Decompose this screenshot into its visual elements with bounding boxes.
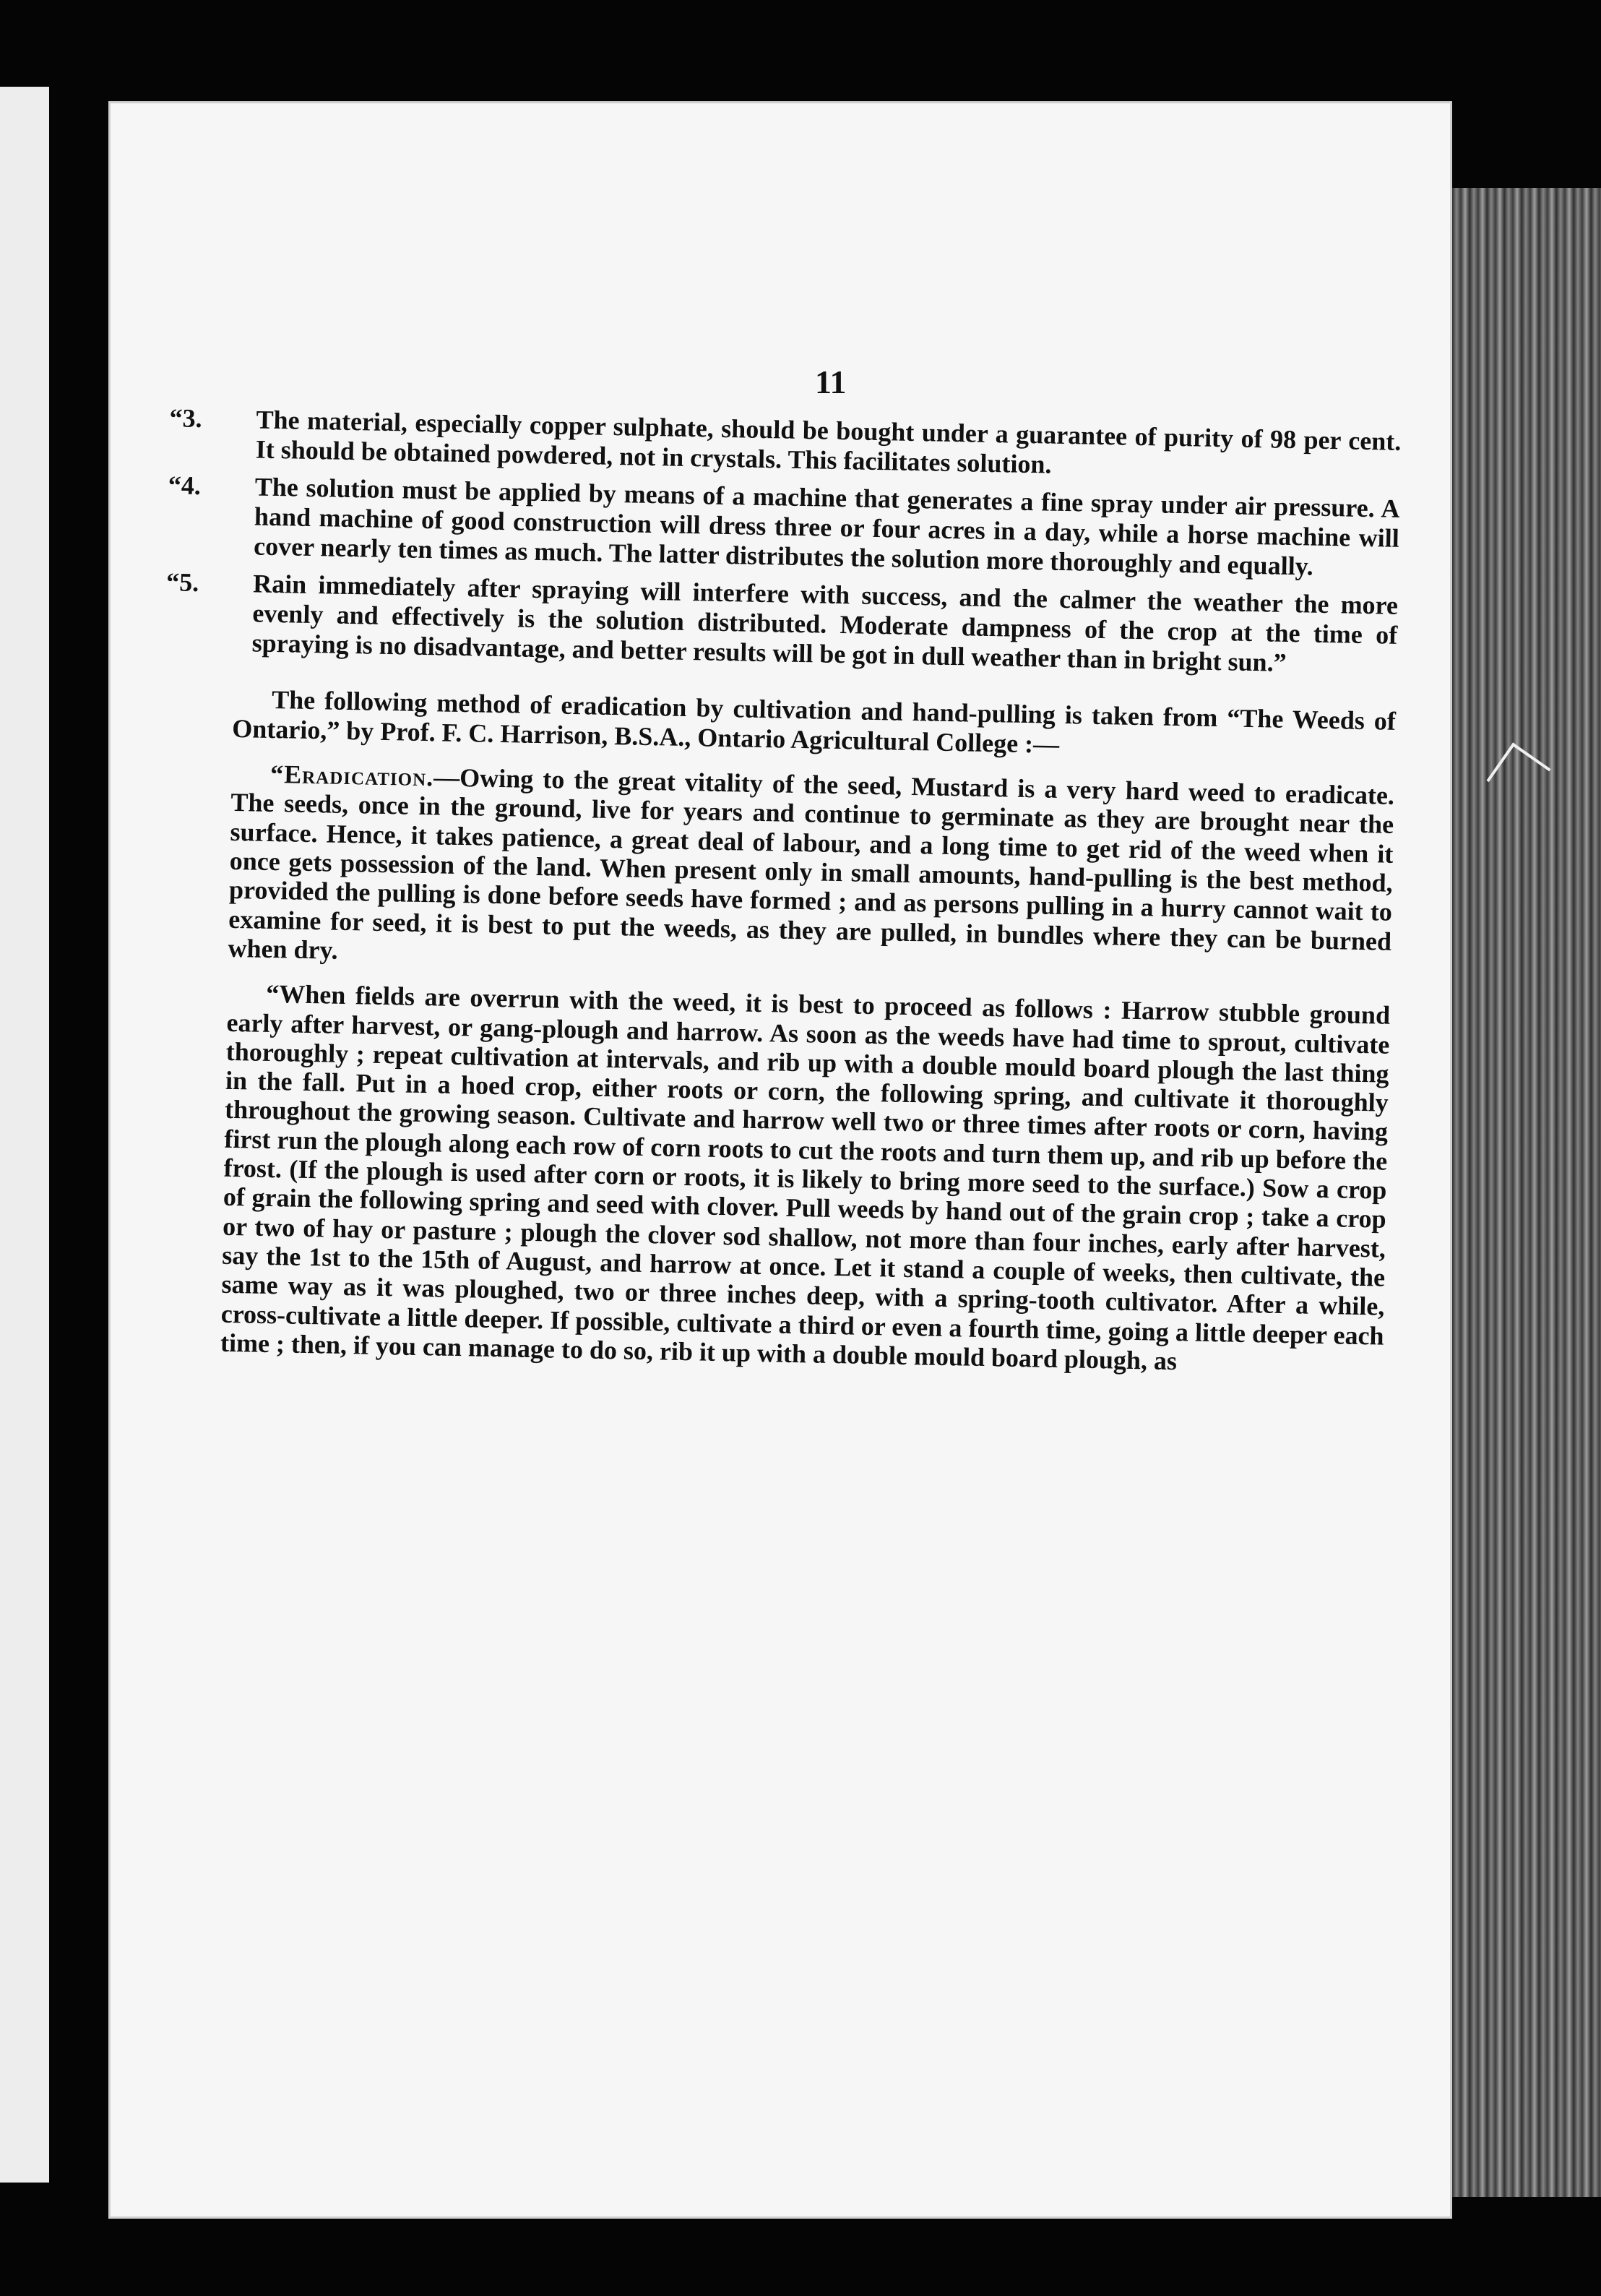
item-text: The material, especially copper sulphate, should be bought under a guarantee of purity of 98 per cent. It should be obtained powdered, not in crystals. This facilitates solution.	[255, 405, 1402, 479]
page-number: 11	[815, 364, 847, 400]
item-text: Rain immediately after spraying will interfere with success, and the calmer the weather the more evenly and effectively is the solution distributed. Moderate dampness of the crop at the time of spraying is no disadvantage, and better results will be got in dull weather than in bright sun.”	[251, 569, 1399, 677]
eradication-paragraph	[228, 759, 1394, 985]
item-text: The solution must be applied by means of a machine that generates a fine spray under air pressure. A hand machine of good construction will dress three or four acres in a day, while a horse machine will cover nearly ten times as much. The latter distributes the solution more thoroughly and equally.	[253, 472, 1400, 581]
page-content	[165, 403, 1402, 1396]
intro-paragraph: The following method of eradication by cultivation and hand-pulling is taken from “The Weeds of Ontario,” by Prof. F. C. Harrison, B.S.A., Ontario Agricultural College :—	[232, 685, 1397, 759]
left-binding-board	[0, 87, 49, 2183]
page-edge-shadow	[1452, 188, 1601, 2197]
eradication-body: —Owing to the great vitality of the seed, Mustard is a very hard weed to eradicate. The seeds, once in the ground, live for years and continue to germinate as they are brought near the surface. Hence, it takes patience, a great deal of labour, and a long time to get rid of the weed when it once gets possession of the land. When present only in small amounts, hand-pulling is the best method, provided the pulling is done before seeds have formed ; and as persons pulling in a hurry cannot wait to examine for seed, it is best to put the weeds, as they are pulled, in bundles where they can be burned when dry.	[228, 762, 1395, 965]
item-number: “5.	[165, 567, 199, 598]
list-item-4	[168, 470, 1400, 582]
item-number: “4.	[168, 470, 202, 501]
field-method-paragraph: “When fields are overrun with the weed, it is best to proceed as follows : Harrow stubble ground early after harvest, or gang-plough and harrow. As soon as the weeds have had time to sprout, cultivate thoroughly ; repeat cultivation at intervals, and rib up with a double mould board plough the last thing in the fall. Put in a hoed crop, either roots or corn, the following spring, and cultivate it thoroughly throughout the growing season. Cultivate and harrow well two or three times after roots or corn, having first run the plough along each row of corn roots to cut the roots and turn them up, and rib up before the frost. (If the plough is used after corn or roots, it is likely to bring more seed to the surface.) Sow a crop of grain the following spring and seed with clover. Pull weeds by hand out of the grain crop ; take a crop or two of hay or pasture ; plough the clover sod shallow, not more than four inches, early after harvest, say the 1st to the 15th of August, and harrow at once. Let it stand a couple of weeks, then cultivate, the same way as it was ploughed, two or three inches deep, with a spring-tooth cultivator. After a while, cross-cultivate a little deeper. If possible, cultivate a third or even a fourth time, going a little deeper each time ; then, if you can manage to do so, rib it up with a double mould board plough, as	[220, 979, 1391, 1376]
item-number: “3.	[169, 403, 203, 434]
list-item-5	[165, 567, 1399, 679]
eradication-heading: “Eradication.	[269, 759, 434, 792]
